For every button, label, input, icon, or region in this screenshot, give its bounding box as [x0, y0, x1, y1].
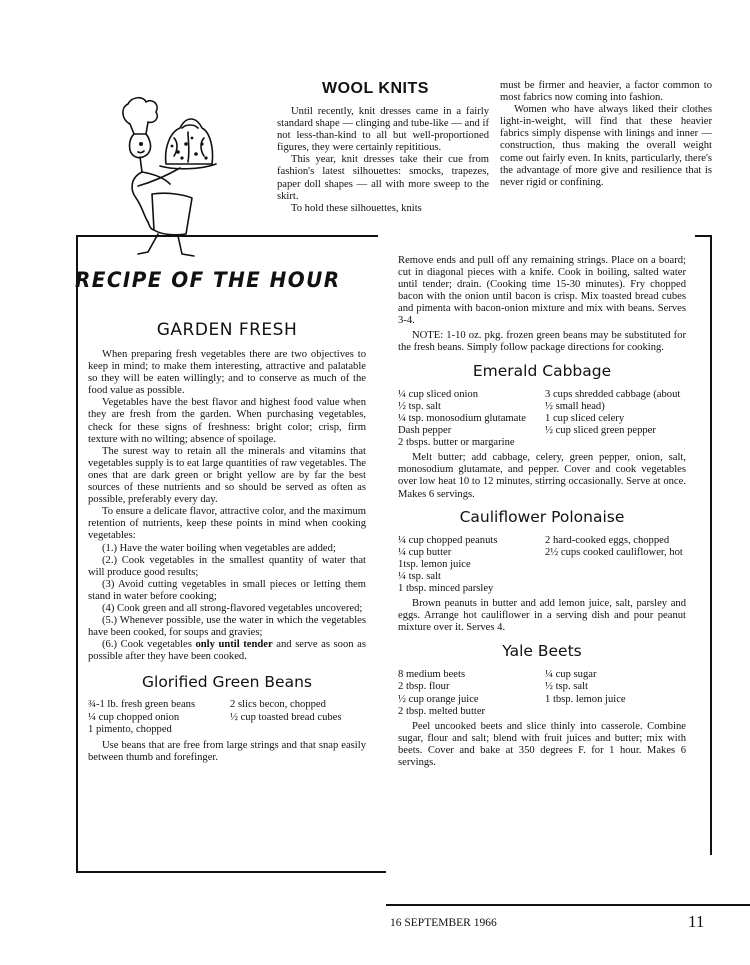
ingredient: 2 hard-cooked eggs, chopped [545, 534, 670, 546]
ingredient: 3 cups shredded cabbage (about ½ small head) [545, 388, 681, 412]
recipe-of-the-hour-heading: RECIPE OF THE HOUR [75, 268, 341, 292]
ingredient: ¼ tsp. monosodium glutamate [398, 412, 526, 424]
beets-instructions: Peel uncooked beets and slice thinly into casserole. Combine sugar, flour and salt; blend with fruit juices and butter; mix with beets. Cover and bake at 350 degrees F. for 1 hour. Makes 6 servings. [398, 720, 686, 768]
ingredient: ½ cup sliced green pepper [545, 425, 656, 437]
ingredient: 1 pimento, chopped [88, 723, 172, 735]
garden-point-text: and serve as soon as possible after they have been cooked. [88, 639, 366, 663]
ingredient: ¼ cup sugar [545, 669, 597, 681]
glorified-green-beans-title: Glorified Green Beans [142, 673, 312, 692]
ingredient: ½ cup toasted bread cubes [230, 711, 342, 723]
cabbage-ingredients [398, 389, 686, 449]
ingredient: ½ tsp. salt [398, 400, 441, 412]
ingredient: 8 medium beets [398, 669, 466, 681]
ingredient: ½ cup orange juice [398, 693, 479, 705]
recipe-left-column [88, 320, 366, 764]
recipe-box-left-rule [76, 236, 78, 873]
ingredient: 2 slics becon, chopped [230, 699, 326, 711]
ingredient: Dash pepper [398, 425, 452, 437]
ingredient: ¼ cup chopped peanuts [398, 534, 498, 546]
beans-instructions-continued: Remove ends and pull off any remaining strings. Place on a board; cut in diagonal pieces with a knife. Cook in boiling, salted water until tender; drain. (Cooking time 15-30 minutes). Fry chopped bacon with the onion until bacon is crisp. Mix toasted bread cubes and pimenta with bacon-onion mixture and mix with beans. Serves 3-4. [398, 255, 686, 327]
beans-ingredients [88, 699, 366, 735]
footer-rule [386, 904, 750, 906]
ingredient: 1 tbsp. lemon juice [545, 693, 626, 705]
ingredient: ¼ cup chopped onion [88, 711, 180, 723]
ingredient: 2 tbsp. flour [398, 681, 450, 693]
wool-knits-column-1 [277, 106, 489, 215]
ingredient: ¼ cup butter [398, 546, 452, 558]
ingredient: 2 tbsp. melted butter [398, 705, 486, 717]
beans-instructions: Use beans that are free from large strings and that snap easily between thumb and forefinger. [88, 739, 366, 763]
wool-paragraph: This year, knit dresses take their cue from fashion's latest silhouettes: smocks, trapezes, paper doll shapes — all with more sweep to the skirt. [277, 154, 489, 202]
ingredient: ¾-1 lb. fresh green beans [88, 699, 196, 711]
chef-illustration [108, 94, 278, 266]
wool-paragraph: To hold these silhouettes, knits [291, 202, 422, 214]
ingredient: 2½ cups cooked cauliflower, hot [545, 546, 683, 558]
garden-point: (1.) Have the water boiling when vegetables are added; [102, 542, 336, 554]
wool-knits-column-2 [500, 80, 712, 189]
recipe-box-bottom-rule [76, 871, 386, 873]
cauliflower-ingredients [398, 535, 686, 595]
cabbage-instructions: Melt butter; add cabbage, celery, green pepper, onion, salt, monosodium glutamate, and pepper. Cover and cook vegetables over low heat 10 to 12 minutes, stirring occasionally. Serve at once. Makes 6 servings. [398, 452, 686, 500]
wool-paragraph: Until recently, knit dresses came in a fairly standard shape — clinging and tube-like — and if not less-than-kind to all but well-proportioned figures, they were certainly repititious. [277, 106, 489, 154]
garden-paragraph: To ensure a delicate flavor, attractive color, and the maximum retention of nutrients, keep these points in mind when cooking vegetables: [88, 506, 366, 542]
ingredient: ½ tsp. salt [545, 681, 588, 693]
ingredient: 1 cup sliced celery [545, 412, 625, 424]
beets-ingredients [398, 669, 686, 717]
ingredient: 1 tbsp. minced parsley [398, 582, 494, 594]
cauliflower-instructions: Brown peanuts in butter and add lemon juice, salt, parsley and eggs. Arrange hot cauliflower in a serving dish and pour peanut mixture over it. Serves 4. [398, 598, 686, 634]
ingredient: 1tsp. lemon juice [398, 558, 471, 570]
garden-point: (3) Avoid cutting vegetables in small pieces or letting them stand in water before cooking; [88, 578, 366, 602]
ingredient: ¼ cup sliced onion [398, 388, 479, 400]
recipe-box-right-rule [710, 235, 712, 855]
beans-note: NOTE: 1-10 oz. pkg. frozen green beans may be substituted for the fresh beans. Simply follow package directions for cooking. [398, 329, 686, 353]
cauliflower-polonaise-title: Cauliflower Polonaise [459, 507, 625, 526]
yale-beets-title: Yale Beets [502, 642, 582, 661]
garden-point-text: (6.) Cook vegetables [102, 639, 196, 651]
garden-point: (4) Cook green and all strong-flavored vegetables uncovered; [102, 602, 363, 614]
ingredient: 2 tbsps. butter or margarine [398, 437, 515, 449]
garden-paragraph: When preparing fresh vegetables there are two objectives to keep in mind; to make them interesting, attractive and palatable so they will be eaten willingly; and to conserve as much of the food value as possible. [88, 349, 366, 397]
recipe-right-column [398, 255, 686, 769]
recipe-box-top-rule [76, 235, 378, 237]
garden-paragraph: Vegetables have the best flavor and highest food value when they are fresh from the garden. When purchasing vegetables, check for these signs of freshness: bright color; crisp, firm texture with no wilting; absence of spoilage. [88, 397, 366, 445]
garden-fresh-title: GARDEN FRESH [156, 320, 298, 340]
wool-knits-title: WOOL KNITS [322, 80, 429, 97]
emerald-cabbage-title: Emerald Cabbage [472, 361, 612, 380]
wool-paragraph: Women who have always liked their clothes light-in-weight, will find that these heavier fabrics simply dispense with linings and inner — construction, thus making the overall weight come out fairly even. In knits, particularly, there's the advantage of more give and resilience that is never rigid or confining. [500, 104, 712, 188]
emphasis-text: only until tender [195, 639, 273, 651]
wool-paragraph: must be firmer and heavier, a factor common to most fabrics now coming into fashion. [500, 80, 712, 104]
page-number: 11 [688, 912, 705, 931]
garden-point [88, 639, 366, 663]
garden-point: (5.) Whenever possible, use the water in which the vegetables have been cooked, for soups and gravies; [88, 615, 366, 639]
issue-date: 16 SEPTEMBER 1966 [390, 917, 497, 929]
garden-paragraph: The surest way to retain all the minerals and vitamins that vegetables supply is to eat large quantities of raw vegetables. The ones that are dark green or bright yellow are by far the best sources of these nutrients and so should be served as often as possible, preferably every day. [88, 445, 366, 506]
ingredient: ¼ tsp. salt [398, 570, 441, 582]
garden-point: (2.) Cook vegetables in the smallest quantity of water that will produce good results; [88, 554, 366, 578]
